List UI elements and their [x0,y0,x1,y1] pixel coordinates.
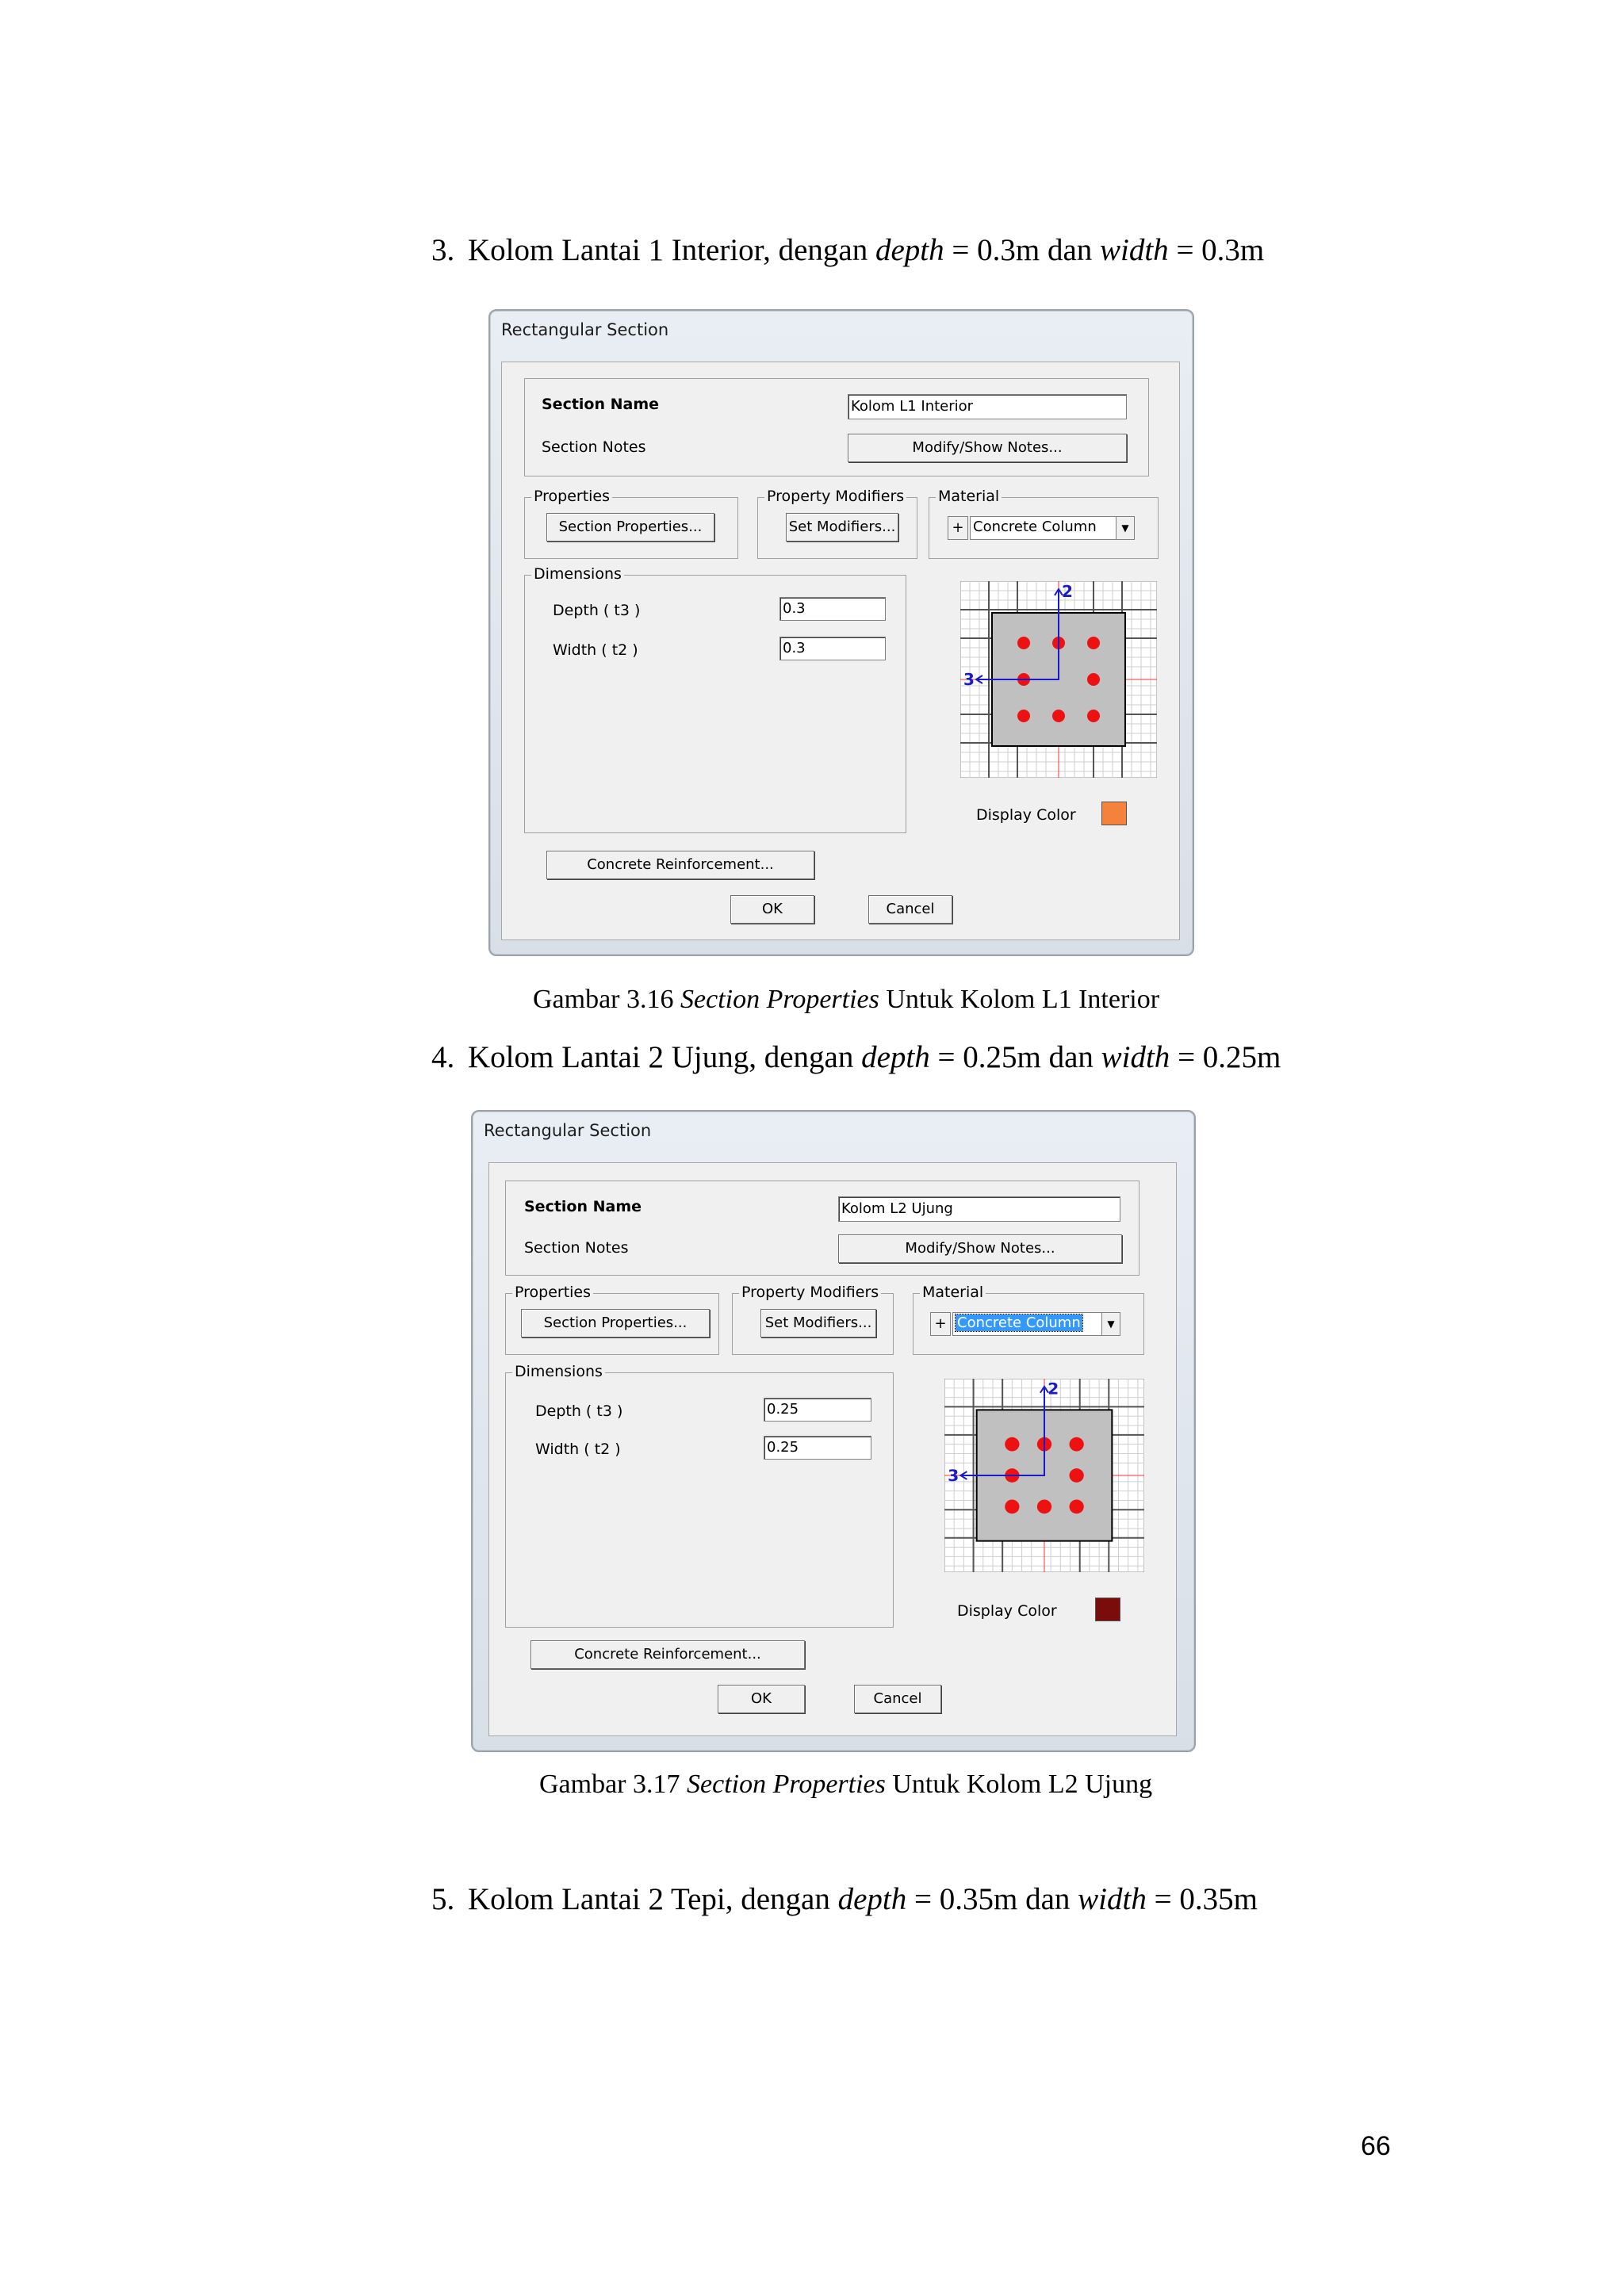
depth-label: Depth ( t3 ) [553,602,641,619]
concrete-reinforcement-button[interactable]: Concrete Reinforcement... [546,851,814,879]
material-add-button[interactable]: + [948,516,968,540]
set-modifiers-button[interactable]: Set Modifiers... [786,513,898,541]
section-notes-label: Section Notes [524,1239,629,1257]
depth-input[interactable]: 0.3 [779,597,886,621]
cancel-button[interactable]: Cancel [854,1685,941,1713]
rebar-dot [1037,1500,1051,1514]
rebar-dot [1070,1437,1084,1452]
list-item-4: 4. Kolom Lantai 2 Ujung, dengan depth = 0.25m dan width = 0.25m [431,1040,1281,1074]
display-color-swatch[interactable] [1101,802,1127,825]
properties-group: Properties [505,1293,719,1355]
rebar-dot [1087,637,1100,649]
modify-show-notes-button[interactable]: Modify/Show Notes... [848,434,1127,462]
section-name-input[interactable]: Kolom L2 Ujung [838,1196,1120,1222]
section-name-input[interactable]: Kolom L1 Interior [848,394,1127,419]
section-name-label: Section Name [542,396,660,413]
rectangular-section-dialog-1 [488,309,1194,956]
material-add-button[interactable]: + [930,1312,951,1336]
width-label: Width ( t2 ) [535,1441,621,1458]
section-properties-button[interactable]: Section Properties... [521,1309,710,1337]
section-properties-button[interactable]: Section Properties... [546,513,714,541]
list-item-3: 3. Kolom Lantai 1 Interior, dengan depth = 0.3m dan width = 0.3m [431,233,1265,267]
dialog-body [501,362,1180,940]
axis-2-label: 2 [1062,582,1073,601]
axis-3-label: 3 [963,670,975,689]
rebar-dot [1087,710,1100,722]
rectangular-section-dialog-2 [471,1110,1196,1752]
concrete-reinforcement-button[interactable]: Concrete Reinforcement... [530,1640,805,1669]
width-label: Width ( t2 ) [553,641,638,659]
ok-button[interactable]: OK [730,895,814,924]
display-color-swatch[interactable] [1095,1598,1120,1621]
depth-input[interactable]: 0.25 [764,1398,871,1422]
display-color-label: Display Color [976,806,1076,824]
material-select[interactable]: Concrete Column ▼ [970,516,1135,540]
display-color-label: Display Color [957,1602,1057,1620]
depth-label: Depth ( t3 ) [535,1402,623,1420]
item-number: 4. [431,1040,455,1074]
page-number: 66 [1361,2131,1391,2161]
dialog-title: Rectangular Section [484,1121,652,1140]
modify-show-notes-button[interactable]: Modify/Show Notes... [838,1234,1122,1263]
rebar-dot [1052,710,1065,722]
dialog-title: Rectangular Section [501,320,669,339]
rebar-dot [1005,1437,1019,1452]
figure-caption-1: Gambar 3.16 Section Properties Untuk Kolom L1 Interior [533,985,1160,1014]
section-notes-label: Section Notes [542,438,646,456]
rebar-dot [1005,1500,1019,1514]
width-input[interactable]: 0.25 [764,1436,871,1460]
figure-caption-2: Gambar 3.17 Section Properties Untuk Kolom L2 Ujung [539,1770,1153,1799]
dimensions-group: Dimensions [505,1372,894,1628]
section-preview [944,1379,1144,1572]
rebar-dot [1070,1500,1084,1514]
rebar-dot [1087,673,1100,686]
material-group: Material [929,497,1159,559]
dimensions-group: Dimensions [524,575,906,833]
chevron-down-icon[interactable]: ▼ [1101,1313,1120,1335]
properties-group: Properties [524,497,738,559]
rebar-dot [1070,1468,1084,1483]
property-modifiers-group: Property Modifiers [757,497,917,559]
material-select[interactable]: Concrete Column ▼ [952,1312,1120,1336]
section-name-label: Section Name [524,1198,642,1215]
dialog-body [488,1162,1177,1736]
width-input[interactable]: 0.3 [779,637,886,660]
axis-3-label: 3 [948,1466,959,1485]
rebar-dot [1017,637,1030,649]
chevron-down-icon[interactable]: ▼ [1116,517,1134,539]
section-preview [960,581,1157,778]
property-modifiers-group: Property Modifiers [732,1293,894,1355]
rebar-dot [1017,710,1030,722]
material-group: Material [913,1293,1144,1355]
axis-2-label: 2 [1048,1379,1059,1399]
ok-button[interactable]: OK [718,1685,805,1713]
set-modifiers-button[interactable]: Set Modifiers... [760,1309,876,1337]
item-number: 5. [431,1882,455,1916]
list-item-5: 5. Kolom Lantai 2 Tepi, dengan depth = 0.35m dan width = 0.35m [431,1882,1258,1916]
cancel-button[interactable]: Cancel [868,895,952,924]
item-number: 3. [431,233,455,267]
